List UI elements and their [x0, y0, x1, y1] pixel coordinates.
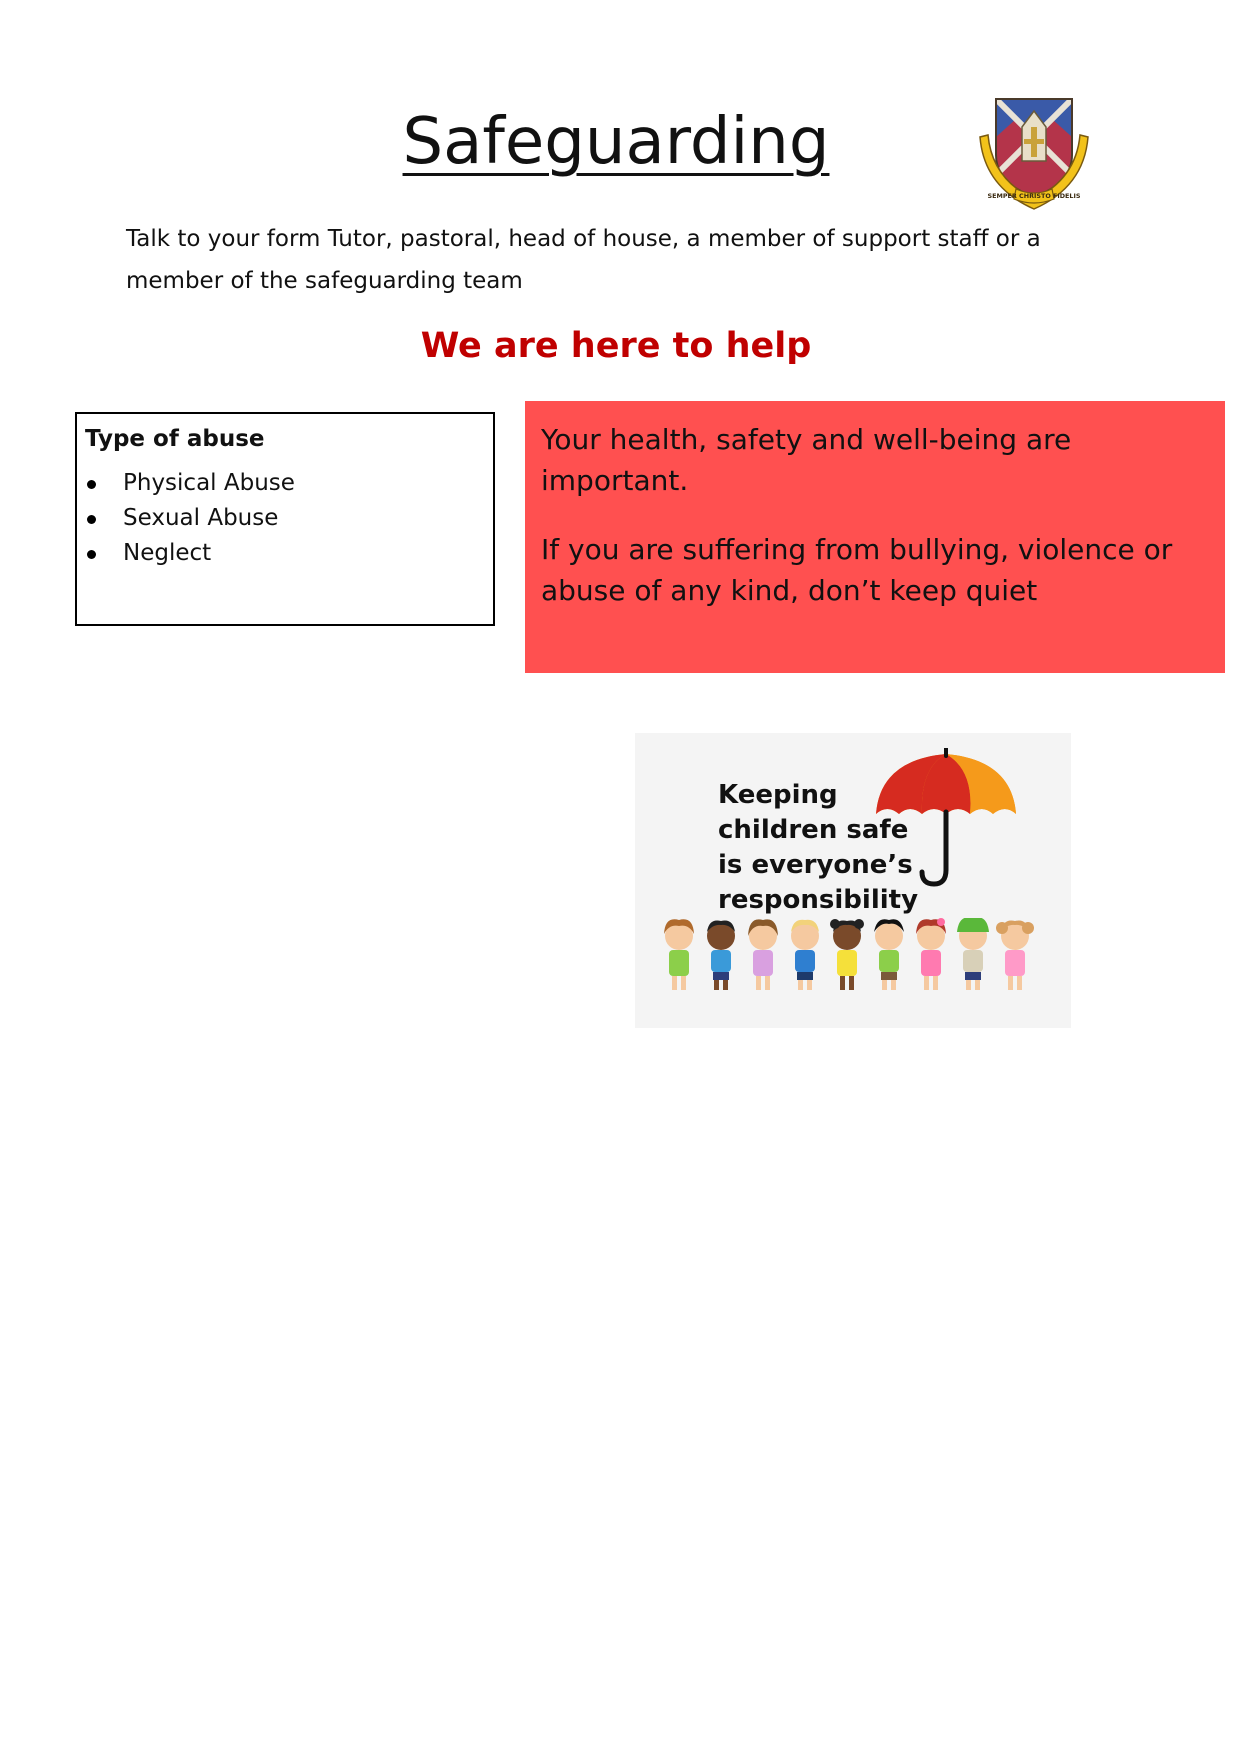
- child-figure: [957, 918, 989, 990]
- intro-text: Talk to your form Tutor, pastoral, head of house, a member of support staff or a member of the safeguarding team: [126, 226, 1041, 294]
- child-figure: [830, 919, 864, 990]
- children-illustration: [661, 918, 1045, 998]
- list-item: Sexual Abuse: [85, 501, 485, 536]
- abuse-types-box: [75, 412, 495, 626]
- child-figure: [874, 919, 904, 990]
- school-crest-icon: [976, 97, 1092, 215]
- abuse-types-list: [85, 466, 485, 571]
- crest-motto: SEMPER CHRISTO FIDELIS: [987, 192, 1081, 200]
- list-item: Physical Abuse: [85, 466, 485, 501]
- child-figure: [664, 919, 694, 990]
- poster-line: children safe: [718, 815, 909, 845]
- child-figure: [996, 920, 1034, 990]
- child-figure: [748, 919, 778, 990]
- support-message-line-2: If you are suffering from bullying, violence or abuse of any kind, don’t keep quiet: [541, 533, 1173, 607]
- abuse-types-heading: Type of abuse: [85, 426, 265, 452]
- poster-line: responsibility: [718, 885, 919, 915]
- child-figure: [791, 920, 819, 990]
- list-item: Neglect: [85, 536, 485, 571]
- poster-line: Keeping: [718, 780, 838, 810]
- page-title-text: Safeguarding: [402, 105, 830, 179]
- poster-text: [718, 778, 978, 918]
- help-heading: We are here to help: [420, 326, 812, 366]
- support-message-line-1: Your health, safety and well-being are important.: [541, 423, 1072, 497]
- child-figure: [916, 918, 946, 990]
- keeping-children-safe-poster: [635, 733, 1071, 1028]
- support-message-panel: [525, 401, 1225, 673]
- poster-line: is everyone’s: [718, 850, 913, 880]
- child-figure: [707, 920, 735, 990]
